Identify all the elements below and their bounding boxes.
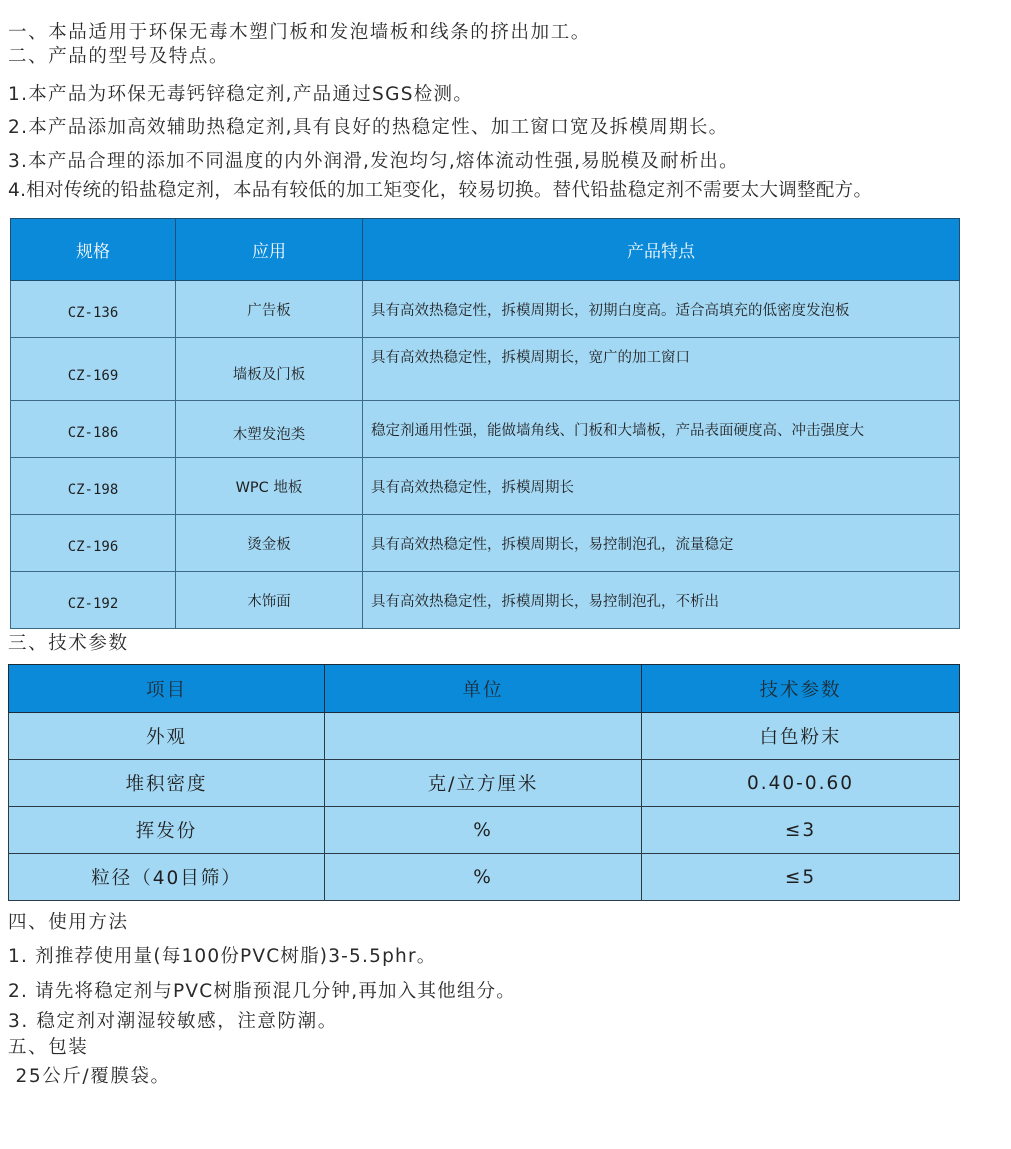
cell-value: 白色粉末	[642, 713, 960, 760]
cell-item: 挥发份	[9, 807, 325, 854]
table-header-row	[11, 219, 960, 281]
table-header-row	[9, 665, 960, 713]
cell-model: CZ-186	[11, 401, 176, 458]
header-item: 项目	[9, 665, 325, 713]
packaging-text: 25公斤/覆膜袋。	[8, 1066, 171, 1087]
header-application: 应用	[176, 219, 363, 281]
usage-step-1: 1. 剂推荐使用量(每100份PVC树脂)3-5.5phr。	[8, 946, 437, 967]
usage-step-3: 3. 稳定剂对潮湿较敏感，注意防潮。	[8, 1011, 338, 1032]
cell-unit: %	[325, 807, 642, 854]
cell-model: CZ-192	[11, 572, 176, 629]
cell-feature: 具有高效热稳定性，拆模周期长	[363, 458, 960, 515]
cell-application: 木塑发泡类	[176, 401, 363, 458]
table-row	[9, 807, 960, 854]
cell-feature: 具有高效热稳定性，拆模周期长，初期白度高。适合高填充的低密度发泡板	[363, 281, 960, 338]
cell-unit: %	[325, 854, 642, 901]
table-row	[11, 572, 960, 629]
table-row	[11, 338, 960, 401]
section-heading-tech-params: 三、技术参数	[8, 633, 129, 654]
cell-feature: 稳定剂通用性强，能做墙角线、门板和大墙板，产品表面硬度高、冲击强度大	[363, 401, 960, 458]
section-heading-models: 二、产品的型号及特点。	[8, 46, 230, 67]
table-row	[11, 281, 960, 338]
cell-feature: 具有高效热稳定性，拆模周期长，易控制泡孔，流量稳定	[363, 515, 960, 572]
table-row	[11, 515, 960, 572]
header-unit: 单位	[325, 665, 642, 713]
cell-value: 0.40-0.60	[642, 760, 960, 807]
cell-model: CZ-169	[11, 338, 176, 401]
section-heading-usage: 四、使用方法	[8, 912, 129, 933]
cell-item: 粒径（40目筛）	[9, 854, 325, 901]
cell-application: 烫金板	[176, 515, 363, 572]
cell-value: ≤5	[642, 854, 960, 901]
cell-value: ≤3	[642, 807, 960, 854]
cell-model: CZ-136	[11, 281, 176, 338]
product-spec-table	[10, 218, 960, 629]
feature-item-4: 4.相对传统的铅盐稳定剂，本品有较低的加工矩变化，较易切换。替代铅盐稳定剂不需要太大调整配方。	[8, 180, 873, 201]
header-model: 规格	[11, 219, 176, 281]
table-row	[11, 401, 960, 458]
cell-item: 堆积密度	[9, 760, 325, 807]
cell-application: 木饰面	[176, 572, 363, 629]
feature-item-3: 3.本产品合理的添加不同温度的内外润滑,发泡均匀,熔体流动性强,易脱模及耐析出。	[8, 151, 739, 172]
table-row	[9, 760, 960, 807]
cell-unit	[325, 713, 642, 760]
cell-item: 外观	[9, 713, 325, 760]
cell-application: WPC 地板	[176, 458, 363, 515]
cell-application: 墙板及门板	[176, 338, 363, 401]
cell-feature: 具有高效热稳定性，拆模周期长，宽广的加工窗口	[363, 338, 960, 401]
tech-params-table	[8, 664, 960, 901]
cell-unit: 克/立方厘米	[325, 760, 642, 807]
feature-item-1: 1.本产品为环保无毒钙锌稳定剂,产品通过SGS检测。	[8, 84, 474, 105]
table-row	[9, 713, 960, 760]
section-heading-packaging: 五、包装	[8, 1037, 89, 1058]
header-features: 产品特点	[363, 219, 960, 281]
intro-applicability: 一、本品适用于环保无毒木塑门板和发泡墙板和线条的挤出加工。	[8, 22, 591, 43]
header-value: 技术参数	[642, 665, 960, 713]
table-row	[11, 458, 960, 515]
feature-item-2: 2.本产品添加高效辅助热稳定剂,具有良好的热稳定性、加工窗口宽及拆模周期长。	[8, 117, 729, 138]
cell-application: 广告板	[176, 281, 363, 338]
table-row	[9, 854, 960, 901]
cell-model: CZ-196	[11, 515, 176, 572]
cell-feature: 具有高效热稳定性，拆模周期长，易控制泡孔，不析出	[363, 572, 960, 629]
cell-model: CZ-198	[11, 458, 176, 515]
usage-step-2: 2. 请先将稳定剂与PVC树脂预混几分钟,再加入其他组分。	[8, 981, 516, 1002]
